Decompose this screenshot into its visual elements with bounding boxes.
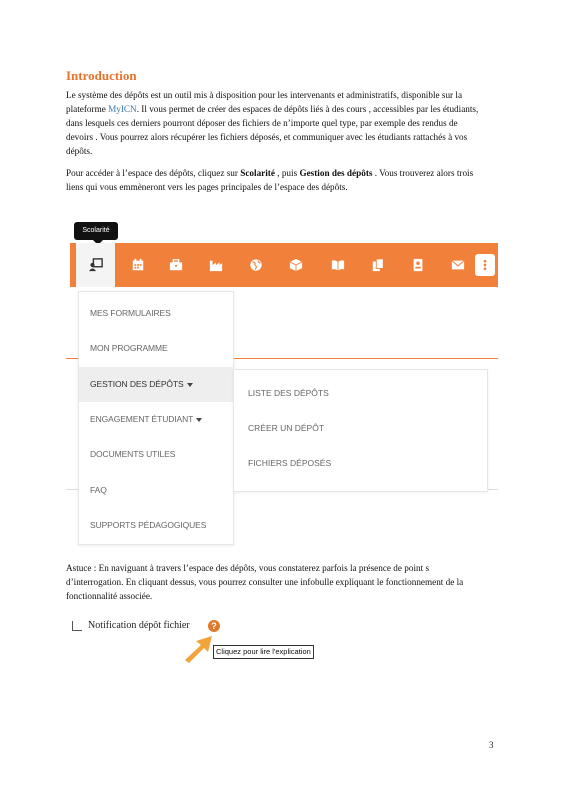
caret-down-icon	[196, 418, 202, 422]
globe-icon	[249, 258, 263, 272]
documents-icon	[371, 258, 385, 272]
factory-icon	[209, 258, 223, 272]
mail-icon	[451, 258, 465, 272]
box-icon	[289, 258, 303, 272]
calendar-button[interactable]	[118, 243, 157, 287]
notification-checkbox[interactable]	[72, 621, 82, 631]
gestion-depots-term: Gestion des dépôts	[299, 168, 373, 178]
briefcase-icon	[169, 258, 183, 272]
globe-button[interactable]	[236, 243, 275, 287]
gestion-depots-submenu	[233, 369, 488, 492]
menu-item-supports-pedagogiques[interactable]: SUPPORTS PÉDAGOGIQUES	[90, 520, 207, 530]
more-icon	[479, 259, 491, 271]
menu-item-label: ENGAGEMENT ÉTUDIANT	[90, 414, 194, 424]
intro-text-2c: . Vous trouverez alors trois liens qui vous emmèneront vers les pages principales de l’espace des dépôts.	[66, 168, 474, 192]
panel-divider-left	[66, 489, 78, 490]
box-button[interactable]	[276, 243, 315, 287]
user-board-icon	[89, 258, 103, 272]
menu-item-engagement-etudiant[interactable]	[79, 402, 233, 437]
intro-paragraph-1	[66, 88, 486, 158]
briefcase-button[interactable]	[156, 243, 195, 287]
book-icon	[331, 258, 345, 272]
myicn-link[interactable]: MyICN	[108, 104, 137, 114]
calendar-icon	[131, 258, 145, 272]
submenu-item-fichiers-deposes[interactable]: FICHIERS DÉPOSÉS	[248, 458, 332, 468]
page-number: 3	[489, 740, 494, 750]
menu-item-mon-programme[interactable]: MON PROGRAMME	[90, 343, 168, 353]
menu-item-mes-formulaires[interactable]: MES FORMULAIRES	[90, 308, 171, 318]
contact-card-icon	[411, 258, 425, 272]
more-button[interactable]	[472, 243, 498, 287]
pointer-arrow-icon	[181, 633, 215, 663]
caret-down-icon	[187, 383, 193, 387]
intro-paragraph-2	[66, 166, 486, 194]
intro-text-1a: Le système des dépôts est un outil mis à disposition pour les intervenants et administratifs, disponible sur la plateforme	[66, 90, 463, 114]
contact-card-button[interactable]	[398, 243, 437, 287]
intro-text-1b: . Il vous permet de créer des espaces de dépôts liés à des cours , accessibles par les étudiants, dans lesquels ces derniers pourront déposer des fichiers de n’importe quel type, par exemple des rendus de devoirs . Vous pourrez alors récupérer les fichiers déposés, et communiquer avec les étudiants rattachés à vos dépôts.	[66, 104, 479, 156]
factory-button[interactable]	[196, 243, 235, 287]
scolarite-term: Scolarité	[240, 168, 275, 178]
menu-item-documents-utiles[interactable]: DOCUMENTS UTILES	[90, 449, 176, 459]
documents-button[interactable]	[358, 243, 397, 287]
intro-text-2a: Pour accéder à l’espace des dépôts, cliquez sur	[66, 168, 241, 178]
scolarite-tooltip: Scolarité	[74, 222, 118, 240]
notification-label: Notification dépôt fichier	[88, 620, 190, 631]
intro-text-2b: , puis	[274, 168, 300, 178]
menu-item-label: GESTION DES DÉPÔTS	[90, 379, 184, 389]
scolarite-button[interactable]	[76, 243, 115, 287]
section-heading: Introduction	[66, 68, 137, 83]
menu-item-faq[interactable]: FAQ	[90, 485, 107, 495]
tip-paragraph: Astuce : En naviguant à travers l’espace des dépôts, vous constaterez parfois la présence de point s d’interrogation. En cliquant dessus, vous pourrez consulter une infobulle expliquant le fonctionnement de la fonctionnalité associée.	[66, 563, 464, 601]
book-button[interactable]	[318, 243, 357, 287]
menu-item-gestion-des-depots[interactable]	[79, 367, 233, 402]
submenu-item-creer-un-depot[interactable]: CRÉER UN DÉPÔT	[248, 423, 325, 433]
notification-row	[72, 620, 190, 631]
scolarite-dropdown	[78, 291, 234, 545]
main-toolbar	[70, 243, 498, 287]
submenu-item-liste-des-depots[interactable]: LISTE DES DÉPÔTS	[248, 388, 329, 398]
help-tooltip: Cliquez pour lire l'explication	[213, 645, 314, 659]
help-icon[interactable]: ?	[208, 620, 220, 632]
